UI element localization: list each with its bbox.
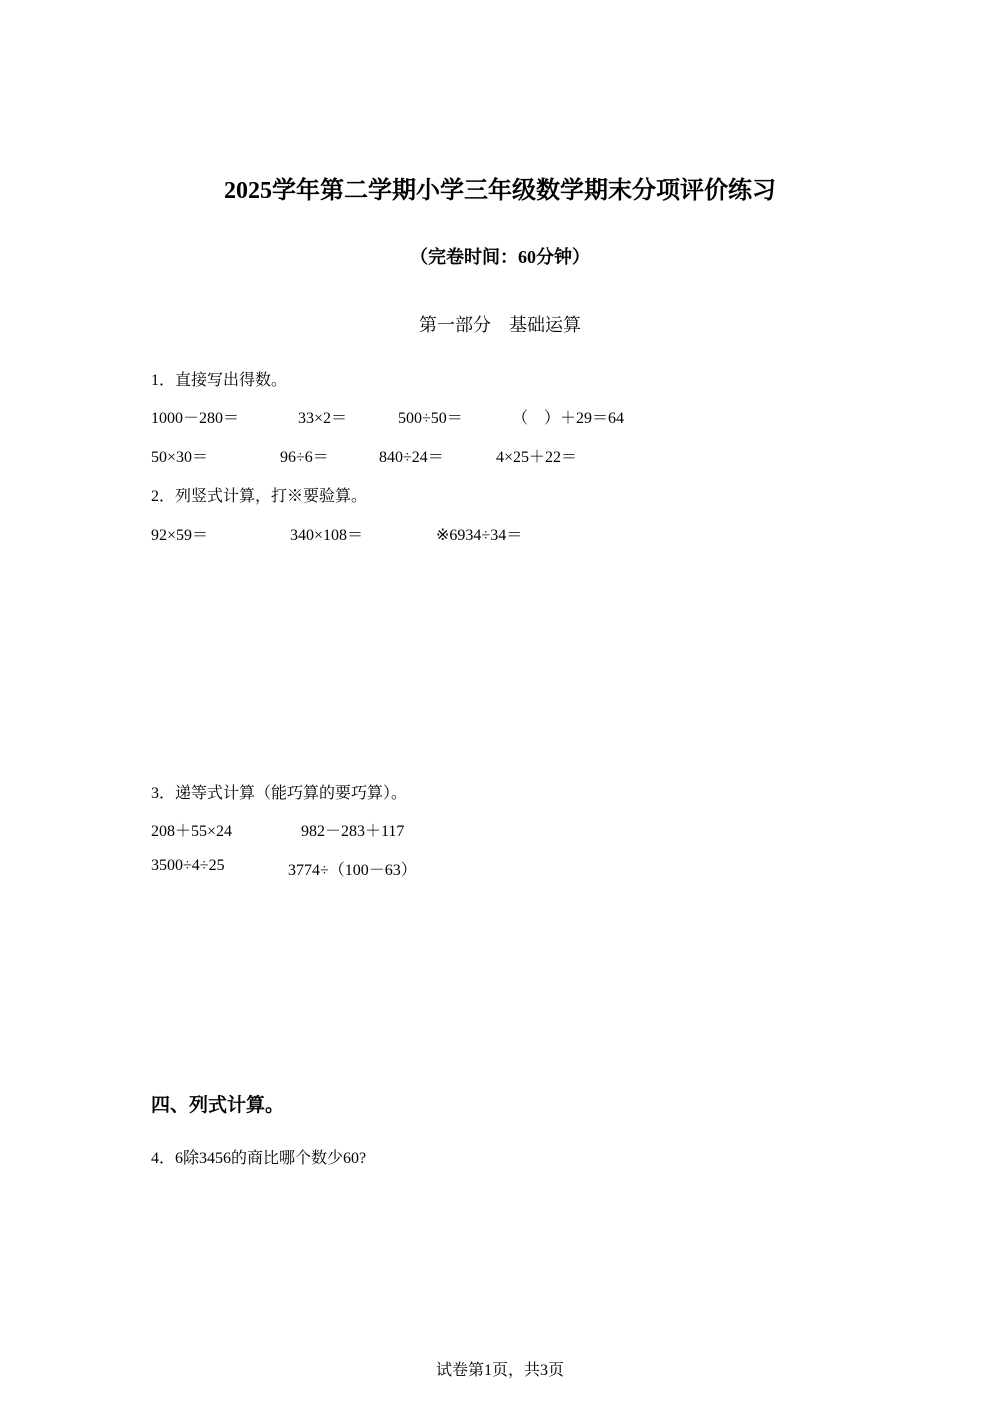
section-heading: 第一部分 基础运算 xyxy=(419,315,581,336)
q2-expression: 340×108＝ xyxy=(290,527,364,544)
q1-expression: 840÷24＝ xyxy=(379,449,444,466)
part-4-heading: 四、列式计算。 xyxy=(151,1094,285,1116)
page-footer: 试卷第1页，共3页 xyxy=(435,1362,564,1379)
q1-expression: 500÷50＝ xyxy=(398,410,463,427)
q1-expression: 4×25＋22＝ xyxy=(496,449,578,466)
q3-expression: 982－283＋117 xyxy=(301,823,405,840)
q1-expression: 33×2＝ xyxy=(298,410,348,427)
q1-expression: （ ）＋29＝64 xyxy=(512,410,625,427)
q3-expression: 3774÷（100－63） xyxy=(288,862,417,879)
q1-expression: 1000－280＝ xyxy=(151,410,240,427)
q2-expression: ※6934÷34＝ xyxy=(436,527,523,544)
q1-expression: 50×30＝ xyxy=(151,449,209,466)
exam-title: 2025学年第二学期小学三年级数学期末分项评价练习 xyxy=(224,178,776,204)
question-3-title: 3．递等式计算（能巧算的要巧算）。 xyxy=(151,785,408,802)
exam-duration: （完卷时间：60分钟） xyxy=(410,247,590,267)
question-1-title: 1．直接写出得数。 xyxy=(151,372,288,389)
q1-expression: 96÷6＝ xyxy=(280,449,329,466)
q2-expression: 92×59＝ xyxy=(151,527,209,544)
question-4-title: 4．6除3456的商比哪个数少60? xyxy=(151,1150,367,1167)
question-2-title: 2．列竖式计算，打※要验算。 xyxy=(151,488,368,505)
q3-expression: 208＋55×24 xyxy=(151,823,233,840)
q3-expression: 3500÷4÷25 xyxy=(151,857,225,874)
